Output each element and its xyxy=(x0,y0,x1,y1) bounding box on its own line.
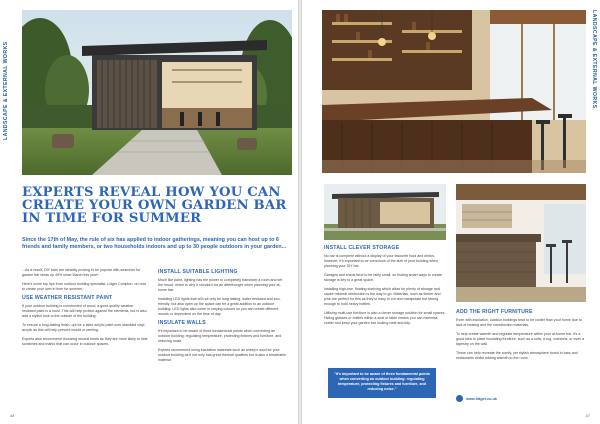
paragraph: Experts recommend using insulation materials such as sheep's wool for your outdoor building as it not only has great thermal qualities but is also a breathable material. xyxy=(158,348,287,362)
title-line: CREATE YOUR OWN GARDEN BAR xyxy=(22,198,287,213)
paragraph: Even with insulation, outdoor buildings tend to be colder than your home due to lack of heating and the construction materials. xyxy=(456,318,582,327)
section-tab-right: LANDSCAPE & EXTERNAL WORKS xyxy=(591,10,597,109)
left-page xyxy=(0,0,298,424)
paragraph: To help create warmth and regulate temperature within your at-home bar, it's a good idea to place insulating furniture, such as a sofa, a rug, cushions, or even a tapestry on the wall. xyxy=(456,332,585,346)
paragraph: No bar is complete without a display of your favourite food and drinks, however, it's important to be conscious of the size of your building when planning your DIY bar. xyxy=(324,254,438,268)
section-tab-left: LANDSCAPE & EXTERNAL WORKS xyxy=(3,41,9,140)
page-number-left: 44 xyxy=(10,413,15,418)
pull-quote: "It's important to be aware of three fundamental points when converting an outdoor building: regulating temperature, protecting fixtures and furniture, and reducing noise." xyxy=(328,368,436,398)
garden-bar-photo xyxy=(22,10,292,175)
paragraph: Installing LED lights that will not only be long lasting, water resistant and eco-friendly, but also open up the space can be a great addition to an outdoor building. LED lights also come in varying colours so you can create different moods or dependent on the time of day. xyxy=(158,297,281,316)
paragraph: Here's some top tips from outdoor building specialist, Lidget Compton, on how to create your own in time for summer. xyxy=(22,282,147,291)
outdoor-bar-illustration xyxy=(456,184,586,302)
paragraph: It's important to be aware of three fundamental points when converting an outdoor building: regulating temperature, protecting fixtures and furniture, and reducing noise. xyxy=(158,329,282,343)
paragraph: These can help recreate the comfy, yet stylish atmosphere found in bars and restaurants whilst adding warmth to the room. xyxy=(456,351,578,360)
interior-bar-illustration xyxy=(322,10,586,173)
title-line: IN TIME FOR SUMMER xyxy=(22,211,202,226)
cabin-photo xyxy=(324,184,446,240)
garden-bar-illustration xyxy=(22,10,292,175)
outdoor-bar-photo xyxy=(456,184,586,302)
section-heading: USE WEATHER RESISTANT PAINT xyxy=(22,295,113,301)
left-column-2 xyxy=(158,266,288,367)
page-number-right: 47 xyxy=(585,413,590,418)
right-column-1 xyxy=(324,242,446,330)
paragraph: Installing high-rise, floating shelving which allow for plenty of storage and cause minimal obstruction is the way to go. Materials, such as timber and pine are perfect for this as they're easy to cut and manipulate but strong enough to hold heavy bottles. xyxy=(324,287,441,306)
left-column-1 xyxy=(22,268,148,351)
section-heading: INSULATE WALLS xyxy=(158,320,206,326)
right-column-2 xyxy=(456,306,586,365)
globe-icon xyxy=(456,395,463,402)
paragraph: Utilising multi-use furniture is also a clever storage solution for small spaces. Hiding glasses or bottles within a seat or table means you can minimise clutter and keep your garden bar looking neat and tidy. xyxy=(324,311,446,325)
section-heading: INSTALL SUITABLE LIGHTING xyxy=(158,269,238,275)
interior-bar-photo xyxy=(322,10,586,173)
cabin-illustration xyxy=(324,184,446,240)
section-heading: ADD THE RIGHT FURNITURE xyxy=(456,309,533,315)
website-url[interactable]: www.lidget.co.uk xyxy=(466,396,497,401)
paragraph: Much like paint, lighting has the power to completely transform a room and set the mood, which is why it shouldn't be an afterthought when planning your at-home bar. xyxy=(158,278,283,292)
right-page xyxy=(302,0,600,424)
section-heading: INSTALL CLEVER STORAGE xyxy=(324,245,400,251)
title-line: EXPERTS REVEAL HOW YOU CAN xyxy=(22,185,281,200)
paragraph: To ensure a long-lasting finish, opt for a latex acrylic paint over standard vinyl acrylic as this will help prevent mould or peeling. xyxy=(22,323,145,332)
paragraph: ...As a result, DIY bars are steadily proving to be popular with searches for garden bar ideas up 49% since March this year*. xyxy=(22,268,141,277)
intro-paragraph: Since the 17th of May, the rule of six has applied to indoor gatherings, meaning you can host up to 6 friends and family members, or two households indoors and up to 30 people outdoors in your garden... xyxy=(22,237,287,251)
paragraph: Garages and sheds tend to be fairly small, so finding smart ways to create storage is key to a great space. xyxy=(324,273,442,282)
paragraph: If your outdoor building is constructed of wood, a good quality weather resistant paint is a must. This will help protect against the elements, but is also add a stylish look to the outside of the building. xyxy=(22,304,147,318)
article-title xyxy=(22,186,292,225)
website-link[interactable] xyxy=(456,395,497,402)
paragraph: Experts also recommend choosing neutral tones as they are more likely to hide scratches and marks that can occur in outdoor spaces. xyxy=(22,337,148,346)
